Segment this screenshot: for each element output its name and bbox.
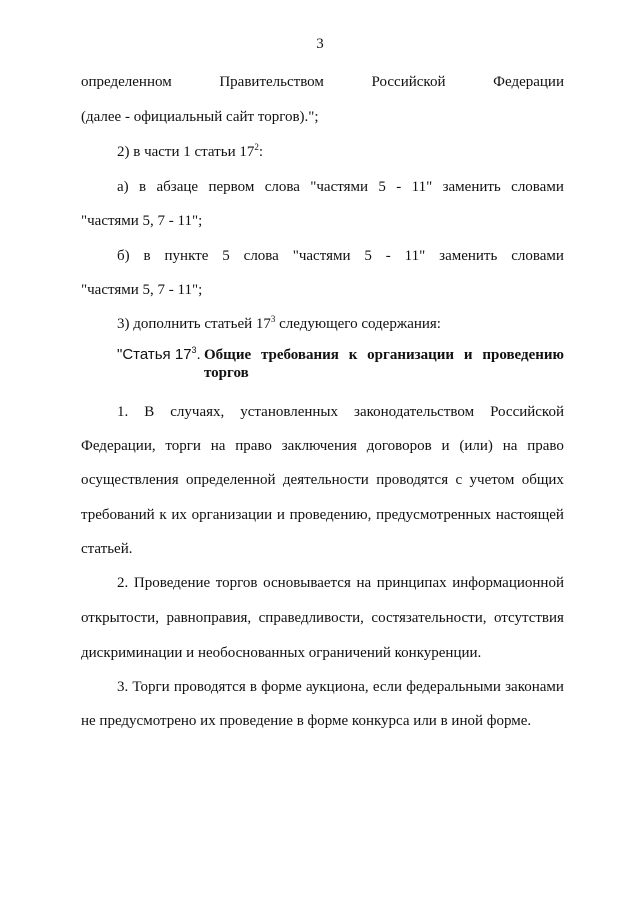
word: Российской: [371, 74, 446, 90]
text-line: (далее - официальный сайт торгов).";: [81, 109, 319, 125]
word: 2.: [117, 575, 129, 591]
word: 11": [404, 248, 426, 264]
article-number: [117, 346, 201, 363]
word: 3.: [117, 679, 129, 695]
superscript: 2: [254, 142, 259, 152]
word: а): [117, 179, 129, 195]
word: право: [527, 438, 564, 454]
word: в: [139, 179, 147, 195]
word: "частями: [310, 179, 369, 195]
word: определенной: [186, 472, 276, 488]
text-line: [81, 437, 564, 455]
text-span: "Статья 17: [117, 346, 192, 363]
word: -: [396, 179, 402, 195]
word: (или): [459, 438, 493, 454]
word: открытости,: [81, 610, 159, 626]
word: проведению: [482, 347, 564, 363]
word: первом: [208, 179, 255, 195]
word: заключения: [281, 438, 357, 454]
word: 5: [378, 179, 386, 195]
word: с: [455, 472, 463, 488]
word: торги: [165, 438, 201, 454]
word: 11": [411, 179, 433, 195]
word: равноправия,: [166, 610, 252, 626]
article-title-row: торгов: [204, 365, 249, 381]
word: Проведение: [133, 575, 211, 591]
word: требований: [81, 507, 155, 523]
word: 1.: [117, 404, 129, 420]
text-line: [117, 247, 564, 265]
word: установленных: [240, 404, 339, 420]
word: абзаце: [156, 179, 199, 195]
word: законодательством: [354, 404, 475, 420]
word: пункте: [164, 248, 209, 264]
word: В: [144, 404, 155, 420]
text-line: статьей.: [81, 541, 133, 557]
word: к: [348, 347, 358, 363]
word: словами: [511, 179, 564, 195]
text-line: [117, 403, 564, 421]
word: случаях,: [170, 404, 225, 420]
word: деятельности: [282, 472, 369, 488]
word: в: [143, 248, 151, 264]
word: общих: [521, 472, 564, 488]
word: и: [441, 438, 450, 454]
text-span: :: [258, 144, 264, 160]
word: на: [356, 575, 372, 591]
word: проведению,: [289, 507, 372, 523]
text-line: [117, 315, 441, 333]
article-title: [204, 346, 564, 382]
text-span: 2) в части 1 статьи 17: [117, 144, 255, 160]
word: -: [385, 248, 391, 264]
word: на: [210, 438, 226, 454]
word: к: [159, 507, 167, 523]
text-line: [117, 143, 263, 161]
superscript: 3: [191, 345, 197, 355]
word: законами: [505, 679, 564, 695]
word: 5: [364, 248, 372, 264]
text-line: дискриминации и необоснованных ограничений конкуренции.: [81, 645, 482, 661]
word: организации: [367, 347, 455, 363]
word: торгов: [215, 575, 258, 591]
word: аукциона,: [305, 679, 369, 695]
text-span: 3) дополнить статьей 17: [117, 316, 271, 332]
word: основывается: [263, 575, 351, 591]
text-line: [81, 73, 564, 91]
text-line: [81, 609, 564, 627]
word: проводятся: [173, 679, 246, 695]
text-line: [117, 574, 564, 592]
word: Российской: [490, 404, 564, 420]
word: осуществления: [81, 472, 179, 488]
text-line: "частями 5, 7 - 11";: [81, 213, 203, 229]
word: предусмотренных: [376, 507, 492, 523]
word: отсутствия: [493, 610, 564, 626]
word: Федерации: [493, 74, 564, 90]
word: договоров: [366, 438, 432, 454]
word: слова: [264, 179, 300, 195]
word: на: [502, 438, 518, 454]
article-title-row: [204, 346, 564, 364]
word: если: [372, 679, 403, 695]
word: проводятся: [376, 472, 449, 488]
word: настоящей: [495, 507, 564, 523]
word: организации: [191, 507, 273, 523]
text-line: [117, 178, 564, 196]
word: учетом: [469, 472, 515, 488]
text-line: [117, 678, 564, 696]
word: Правительством: [219, 74, 324, 90]
text-line: "частями 5, 7 - 11";: [81, 282, 203, 298]
word: и: [463, 347, 473, 363]
word: состязательности,: [371, 610, 487, 626]
text-span: следующего содержания:: [275, 316, 441, 332]
page-number: 3: [316, 36, 324, 52]
word: право: [235, 438, 272, 454]
word: Общие: [204, 347, 252, 363]
text-line: [81, 506, 564, 524]
word: "частями: [292, 248, 351, 264]
text-line: [81, 471, 564, 489]
word: федеральными: [406, 679, 501, 695]
word: б): [117, 248, 130, 264]
word: определенном: [81, 74, 172, 90]
word: их: [171, 507, 187, 523]
word: принципах: [376, 575, 447, 591]
word: и: [276, 507, 285, 523]
word: 5: [222, 248, 230, 264]
superscript: 3: [270, 314, 276, 324]
word: форме: [261, 679, 302, 695]
word: Федерации,: [81, 438, 156, 454]
word: в: [249, 679, 257, 695]
text-line: не предусмотрено их проведение в форме конкурса или в иной форме.: [81, 713, 532, 729]
word: информационной: [452, 575, 564, 591]
word: справедливости,: [258, 610, 364, 626]
word: Торги: [132, 679, 170, 695]
word: словами: [511, 248, 564, 264]
word: заменить: [442, 179, 501, 195]
text-span: .: [196, 346, 201, 363]
word: требования: [260, 347, 339, 363]
word: слова: [243, 248, 279, 264]
word: заменить: [439, 248, 498, 264]
